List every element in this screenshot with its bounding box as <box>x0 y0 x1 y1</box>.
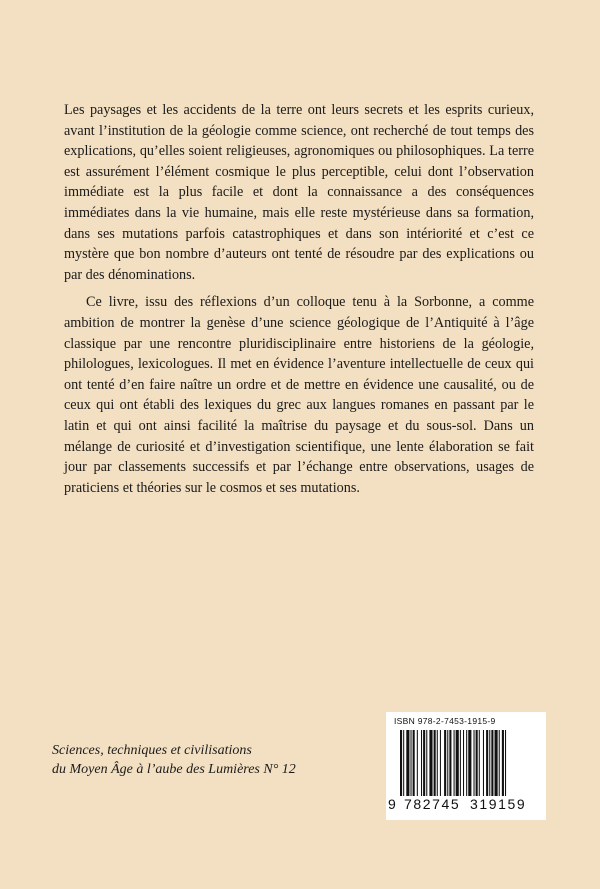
isbn-label: ISBN 978-2-7453-1915-9 <box>394 716 496 726</box>
barcode-bar <box>434 730 436 796</box>
barcode-bar <box>400 730 402 796</box>
barcode-bar <box>429 730 432 796</box>
series-title-line-2: du Moyen Âge à l’aube des Lumières N° 12 <box>52 762 296 777</box>
barcode-bar <box>406 730 409 796</box>
barcode-bar <box>413 730 415 796</box>
barcode-bar <box>466 730 467 796</box>
barcode-bar <box>491 730 493 796</box>
barcode-bar <box>444 730 446 796</box>
blurb-paragraph-1: Les paysages et les accidents de la terre ont leurs secrets et les esprits curieux, avant l’institution de la géologie comme science, ont recherché de tout temps des explications, qu’elles soient religieuses, agronomiques ou philosophiques. La terre est assurément l’élément cosmique le plus perceptible, celui dont l’observation immédiate est la plus facile et dont la connaissance a des conséquences immédiates dans la vie humaine, mais elle reste mystérieuse dans sa formation, dans ses mutations parfois catastrophiques et dans son intériorité et c’est ce mystère que bon nombre d’auteurs ont tenté de résoudre par des explications ou par des dénominations. <box>64 102 534 283</box>
blurb-paragraph-2: Ce livre, issu des réflexions d’un colloque tenu à la Sorbonne, a comme ambition de montrer la genèse d’une science géologique de l’Antiquité à l’âge classique par une rencontre pluridisciplinaire entre historiens de la géologie, philologues, lexicologues. Il met en évidence l’aventure intellectuelle de ceux qui ont tenté d’en faire naître un ordre et de mettre en évidence une causalité, ou de ceux qui ont établi des lexiques du grec aux langues romanes en passant par le latin et qui ont ainsi facilité la maîtrise du paysage et du sous-sol. Dans un mélange de curiosité et d’investigation scientifique, une lente élaboration se fait jour par classements successifs et par l’échange entre observations, usages de praticiens et théories sur le cosmos et ses mutations. <box>64 294 534 496</box>
barcode-digit-first: 9 <box>388 796 396 812</box>
barcode-bar <box>502 730 504 796</box>
barcode-bar <box>476 730 478 796</box>
barcode-digits <box>386 796 546 814</box>
barcode-bars <box>400 730 536 796</box>
barcode-bar <box>505 730 506 796</box>
barcode-bar <box>421 730 422 796</box>
barcode-bar <box>423 730 425 796</box>
barcode-bar <box>460 730 461 796</box>
series-title <box>52 741 372 779</box>
isbn-barcode <box>386 712 546 820</box>
barcode-bar <box>454 730 455 796</box>
barcode-bar <box>403 730 404 796</box>
barcode-bar <box>437 730 438 796</box>
barcode-bar <box>486 730 488 796</box>
barcode-bar <box>426 730 427 796</box>
barcode-bar <box>411 730 412 796</box>
series-title-line-1: Sciences, techniques et civilisations <box>52 743 252 758</box>
barcode-digits-right: 319159 <box>470 796 527 812</box>
barcode-bar <box>495 730 498 796</box>
barcode-bar <box>447 730 448 796</box>
barcode-bar <box>463 730 464 796</box>
barcode-bar <box>456 730 459 796</box>
barcode-bar <box>440 730 441 796</box>
barcode-bar <box>449 730 451 796</box>
back-cover-blurb <box>64 100 534 498</box>
barcode-bar <box>479 730 480 796</box>
barcode-bar <box>468 730 471 796</box>
barcode-bar <box>499 730 500 796</box>
barcode-digits-left: 782745 <box>404 796 461 812</box>
barcode-bar <box>483 730 484 796</box>
barcode-bar <box>489 730 490 796</box>
barcode-bar <box>417 730 418 796</box>
barcode-bar <box>474 730 475 796</box>
